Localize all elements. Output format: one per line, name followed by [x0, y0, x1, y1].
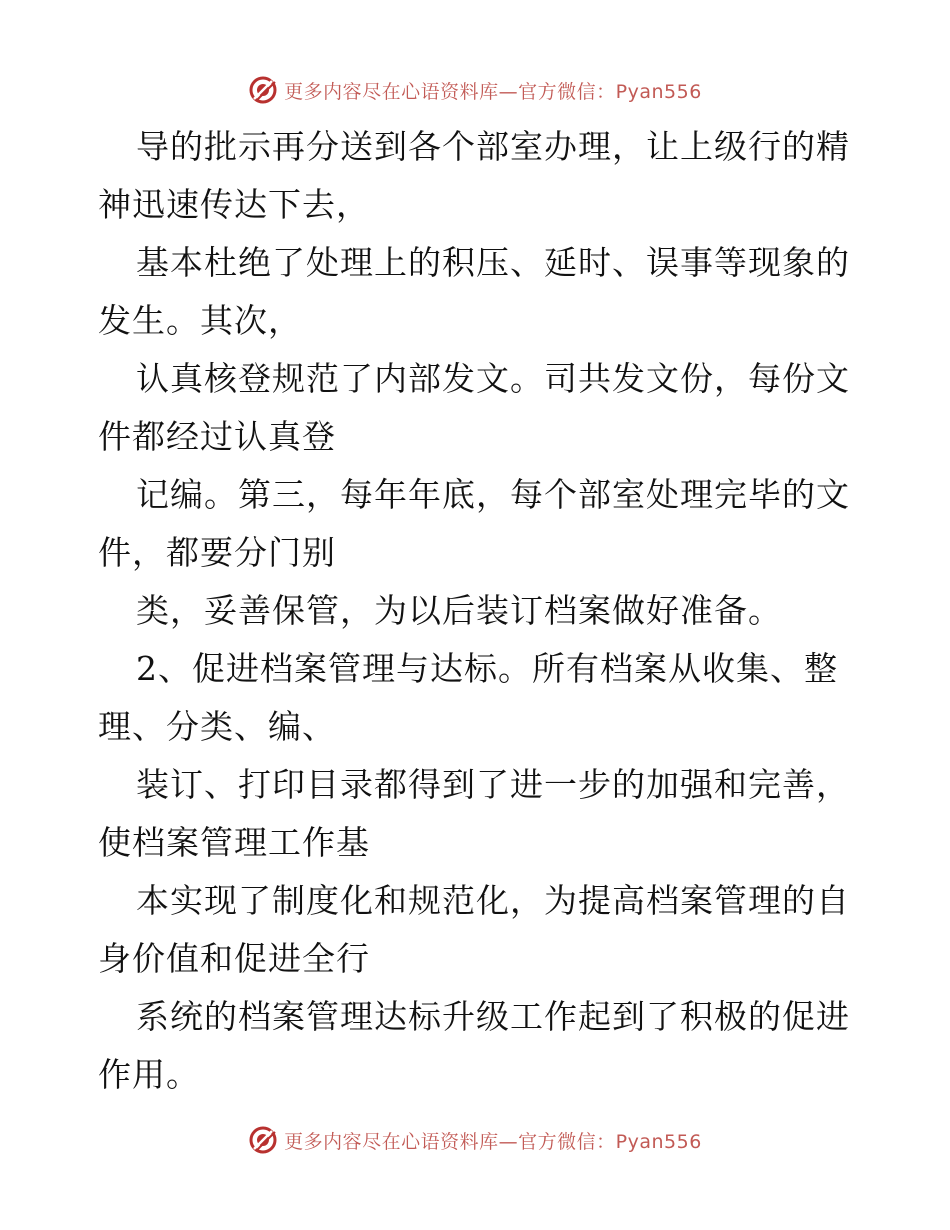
paragraph: 系统的档案管理达标升级工作起到了积极的促进作用。 [98, 997, 850, 1094]
paragraph: 基本杜绝了处理上的积压、延时、误事等现象的发生。其次， [98, 243, 850, 340]
paragraph: 类，妥善保管，为以后装订档案做好准备。 [136, 591, 782, 630]
paragraph: 记编。第三，每年年底，每个部室处理完毕的文件，都要分门别 [98, 475, 850, 572]
logo-icon [248, 75, 278, 105]
paragraph: 认真核登规范了内部发文。司共发文份，每份文件都经过认真登 [98, 359, 850, 456]
footer-banner [0, 1120, 950, 1160]
footer-banner-text: 更多内容尽在心语资料库—官方微信：Pyan556 [284, 1130, 702, 1153]
document-body [98, 118, 858, 1104]
paragraph: 本实现了制度化和规范化，为提高档案管理的自身价值和促进全行 [98, 881, 850, 978]
logo-icon [248, 1125, 278, 1155]
header-banner-text: 更多内容尽在心语资料库—官方微信：Pyan556 [284, 80, 702, 103]
paragraph: 导的批示再分送到各个部室办理，让上级行的精神迅速传达下去， [98, 127, 850, 224]
header-banner [0, 70, 950, 110]
paragraph: 装订、打印目录都得到了进一步的加强和完善，使档案管理工作基 [98, 765, 850, 862]
paragraph: 2、促进档案管理与达标。所有档案从收集、整理、分类、编、 [98, 649, 838, 746]
